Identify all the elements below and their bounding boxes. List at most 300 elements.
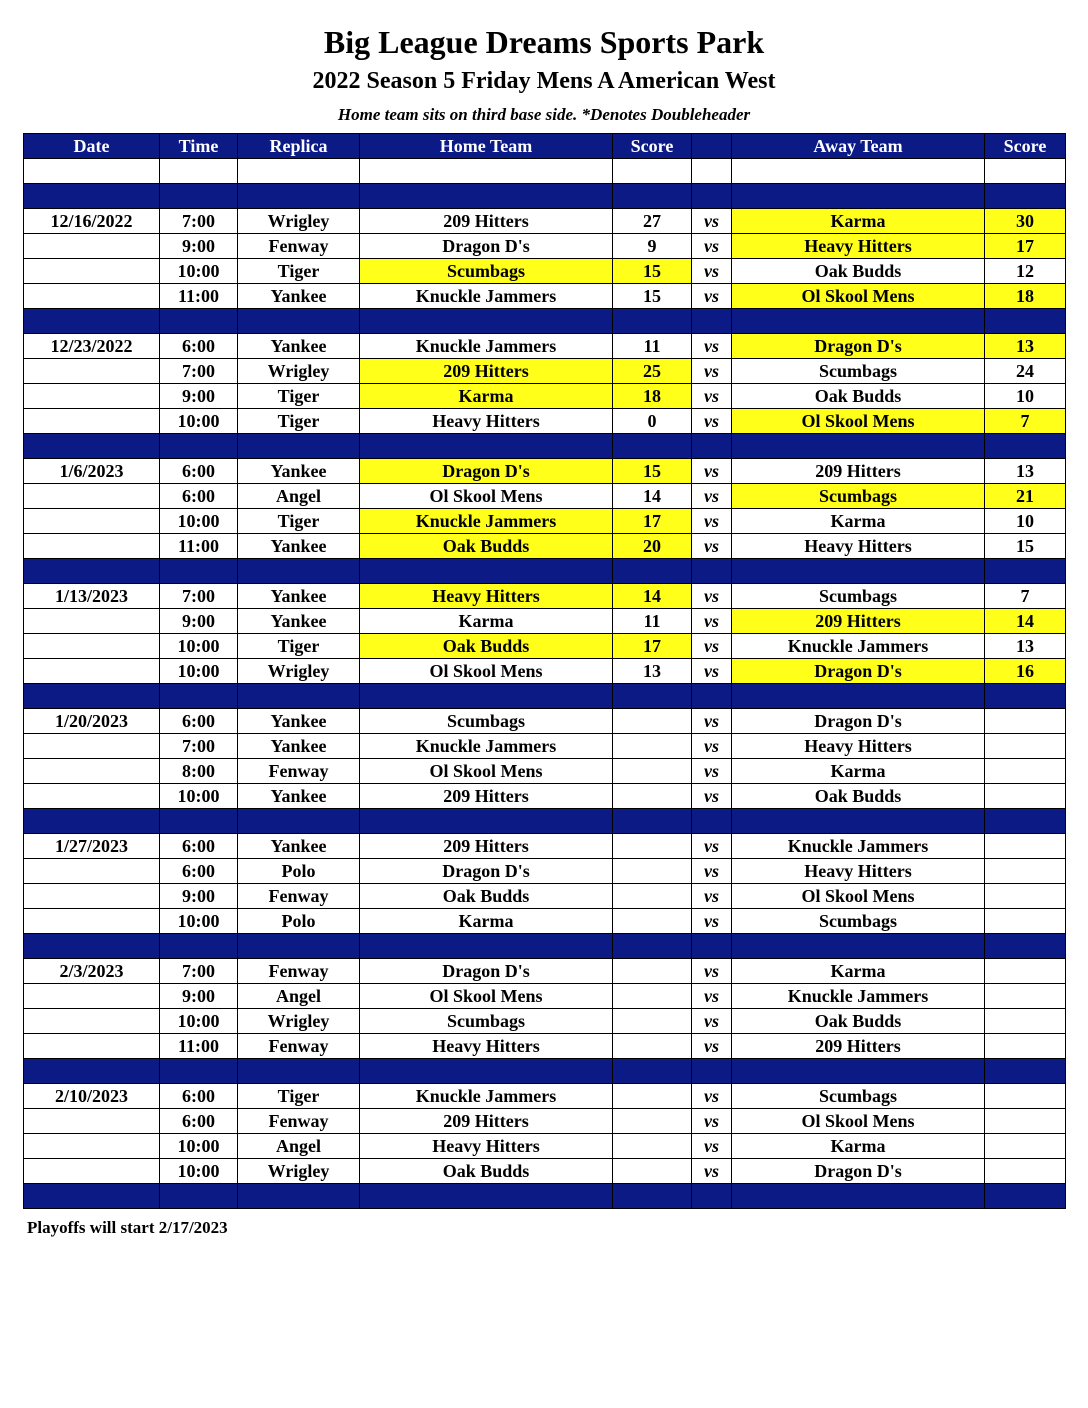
away-team: Knuckle Jammers — [732, 834, 985, 859]
game-replica: Tiger — [238, 1084, 360, 1109]
game-time: 7:00 — [160, 959, 238, 984]
vs-label: vs — [692, 884, 732, 909]
game-replica: Tiger — [238, 384, 360, 409]
game-replica: Polo — [238, 909, 360, 934]
game-date — [24, 884, 160, 909]
home-score — [613, 984, 692, 1009]
game-date: 12/23/2022 — [24, 334, 160, 359]
week-separator-row — [24, 1184, 1066, 1209]
game-date — [24, 759, 160, 784]
game-date — [24, 1134, 160, 1159]
away-score: 15 — [985, 534, 1066, 559]
home-score: 14 — [613, 584, 692, 609]
game-date — [24, 659, 160, 684]
away-score: 30 — [985, 209, 1066, 234]
game-time: 10:00 — [160, 1009, 238, 1034]
game-replica: Yankee — [238, 584, 360, 609]
away-team: Knuckle Jammers — [732, 984, 985, 1009]
column-header-vs — [692, 134, 732, 159]
vs-label: vs — [692, 1159, 732, 1184]
vs-label: vs — [692, 1034, 732, 1059]
vs-label: vs — [692, 984, 732, 1009]
home-score: 13 — [613, 659, 692, 684]
home-team: Oak Budds — [360, 1159, 613, 1184]
away-score — [985, 1034, 1066, 1059]
game-date — [24, 259, 160, 284]
home-team: 209 Hitters — [360, 784, 613, 809]
vs-label: vs — [692, 834, 732, 859]
schedule-note: Home team sits on third base side. *Denotes Doubleheader — [337, 105, 751, 124]
game-replica: Wrigley — [238, 1009, 360, 1034]
game-row — [24, 859, 1066, 884]
home-team: Knuckle Jammers — [360, 734, 613, 759]
game-replica: Yankee — [238, 734, 360, 759]
away-team: Dragon D's — [732, 1159, 985, 1184]
game-date — [24, 909, 160, 934]
vs-label: vs — [692, 284, 732, 309]
game-row — [24, 984, 1066, 1009]
home-score — [613, 1109, 692, 1134]
home-score — [613, 959, 692, 984]
game-date — [24, 634, 160, 659]
home-team: Knuckle Jammers — [360, 334, 613, 359]
game-row — [24, 634, 1066, 659]
vs-label: vs — [692, 909, 732, 934]
away-team: Karma — [732, 759, 985, 784]
game-row — [24, 584, 1066, 609]
column-header-time: Time — [160, 134, 238, 159]
game-time: 10:00 — [160, 909, 238, 934]
game-date — [24, 859, 160, 884]
game-date — [24, 234, 160, 259]
vs-label: vs — [692, 1109, 732, 1134]
home-team: Heavy Hitters — [360, 409, 613, 434]
away-team: Ol Skool Mens — [732, 1109, 985, 1134]
column-header-home-score: Score — [613, 134, 692, 159]
week-separator-row — [24, 1059, 1066, 1084]
away-team: Ol Skool Mens — [732, 884, 985, 909]
home-score — [613, 734, 692, 759]
game-date: 12/16/2022 — [24, 209, 160, 234]
away-score — [985, 1009, 1066, 1034]
schedule-table — [23, 133, 1066, 1209]
game-date: 2/10/2023 — [24, 1084, 160, 1109]
home-team: Karma — [360, 384, 613, 409]
game-replica: Yankee — [238, 834, 360, 859]
away-score — [985, 984, 1066, 1009]
game-time: 7:00 — [160, 209, 238, 234]
game-replica: Wrigley — [238, 659, 360, 684]
game-replica: Tiger — [238, 259, 360, 284]
away-team: Karma — [732, 209, 985, 234]
vs-label: vs — [692, 234, 732, 259]
game-row — [24, 509, 1066, 534]
vs-label: vs — [692, 259, 732, 284]
game-replica: Yankee — [238, 334, 360, 359]
home-score — [613, 1084, 692, 1109]
home-team: Ol Skool Mens — [360, 759, 613, 784]
week-separator-row — [24, 184, 1066, 209]
column-header-away-team: Away Team — [732, 134, 985, 159]
game-row — [24, 484, 1066, 509]
game-date — [24, 984, 160, 1009]
away-team: 209 Hitters — [732, 609, 985, 634]
vs-label: vs — [692, 509, 732, 534]
home-score: 15 — [613, 259, 692, 284]
vs-label: vs — [692, 1009, 732, 1034]
away-score: 24 — [985, 359, 1066, 384]
game-time: 10:00 — [160, 659, 238, 684]
home-score — [613, 759, 692, 784]
game-time: 9:00 — [160, 234, 238, 259]
vs-label: vs — [692, 1084, 732, 1109]
game-time: 10:00 — [160, 509, 238, 534]
game-row — [24, 709, 1066, 734]
game-replica: Tiger — [238, 509, 360, 534]
away-team: Dragon D's — [732, 334, 985, 359]
game-replica: Yankee — [238, 284, 360, 309]
game-replica: Fenway — [238, 884, 360, 909]
game-replica: Angel — [238, 1134, 360, 1159]
game-row — [24, 1084, 1066, 1109]
away-score: 7 — [985, 584, 1066, 609]
home-team: Ol Skool Mens — [360, 659, 613, 684]
away-score: 13 — [985, 459, 1066, 484]
game-date: 2/3/2023 — [24, 959, 160, 984]
game-row — [24, 459, 1066, 484]
game-time: 6:00 — [160, 484, 238, 509]
away-team: Ol Skool Mens — [732, 284, 985, 309]
game-row — [24, 659, 1066, 684]
away-team: 209 Hitters — [732, 1034, 985, 1059]
vs-label: vs — [692, 209, 732, 234]
game-row — [24, 259, 1066, 284]
away-score: 10 — [985, 384, 1066, 409]
home-team: Dragon D's — [360, 459, 613, 484]
home-score — [613, 859, 692, 884]
home-score: 20 — [613, 534, 692, 559]
game-time: 6:00 — [160, 1109, 238, 1134]
game-row — [24, 784, 1066, 809]
game-replica: Yankee — [238, 459, 360, 484]
home-score: 18 — [613, 384, 692, 409]
game-date — [24, 1109, 160, 1134]
game-date: 1/13/2023 — [24, 584, 160, 609]
home-team: Dragon D's — [360, 234, 613, 259]
home-team: Knuckle Jammers — [360, 509, 613, 534]
away-score: 10 — [985, 509, 1066, 534]
home-team: Karma — [360, 909, 613, 934]
game-replica: Fenway — [238, 1109, 360, 1134]
game-time: 10:00 — [160, 259, 238, 284]
vs-label: vs — [692, 484, 732, 509]
away-score — [985, 1084, 1066, 1109]
home-score: 15 — [613, 459, 692, 484]
home-score — [613, 909, 692, 934]
game-time: 10:00 — [160, 784, 238, 809]
game-time: 9:00 — [160, 984, 238, 1009]
game-time: 10:00 — [160, 634, 238, 659]
home-team: Oak Budds — [360, 634, 613, 659]
away-team: Oak Budds — [732, 384, 985, 409]
away-score — [985, 1159, 1066, 1184]
game-time: 7:00 — [160, 359, 238, 384]
away-score: 7 — [985, 409, 1066, 434]
game-replica: Wrigley — [238, 209, 360, 234]
column-header-home-team: Home Team — [360, 134, 613, 159]
game-date — [24, 1009, 160, 1034]
home-score — [613, 1134, 692, 1159]
game-replica: Fenway — [238, 1034, 360, 1059]
week-separator-row — [24, 434, 1066, 459]
game-date — [24, 1034, 160, 1059]
home-team: Scumbags — [360, 1009, 613, 1034]
home-score: 27 — [613, 209, 692, 234]
away-team: Ol Skool Mens — [732, 409, 985, 434]
away-score: 16 — [985, 659, 1066, 684]
home-score — [613, 884, 692, 909]
away-team: Oak Budds — [732, 1009, 985, 1034]
vs-label: vs — [692, 459, 732, 484]
home-team: 209 Hitters — [360, 359, 613, 384]
game-row — [24, 284, 1066, 309]
game-replica: Wrigley — [238, 1159, 360, 1184]
vs-label: vs — [692, 734, 732, 759]
away-team: Karma — [732, 959, 985, 984]
game-row — [24, 884, 1066, 909]
home-score: 25 — [613, 359, 692, 384]
game-date — [24, 359, 160, 384]
column-header-date: Date — [24, 134, 160, 159]
home-score: 17 — [613, 509, 692, 534]
game-time: 6:00 — [160, 1084, 238, 1109]
away-team: Dragon D's — [732, 709, 985, 734]
game-row — [24, 1034, 1066, 1059]
away-team: Knuckle Jammers — [732, 634, 985, 659]
home-score: 11 — [613, 609, 692, 634]
home-team: Oak Budds — [360, 884, 613, 909]
game-time: 10:00 — [160, 1159, 238, 1184]
away-score — [985, 909, 1066, 934]
week-separator-row — [24, 809, 1066, 834]
game-date — [24, 384, 160, 409]
home-team: Heavy Hitters — [360, 1034, 613, 1059]
game-time: 9:00 — [160, 384, 238, 409]
vs-label: vs — [692, 1134, 732, 1159]
away-score — [985, 959, 1066, 984]
away-team: Heavy Hitters — [732, 234, 985, 259]
home-team: Dragon D's — [360, 959, 613, 984]
game-replica: Tiger — [238, 634, 360, 659]
home-team: 209 Hitters — [360, 834, 613, 859]
home-team: Ol Skool Mens — [360, 984, 613, 1009]
game-date — [24, 509, 160, 534]
home-team: 209 Hitters — [360, 209, 613, 234]
away-score — [985, 834, 1066, 859]
home-team: Knuckle Jammers — [360, 284, 613, 309]
game-replica: Angel — [238, 984, 360, 1009]
away-score: 18 — [985, 284, 1066, 309]
game-row — [24, 1009, 1066, 1034]
away-score — [985, 884, 1066, 909]
game-replica: Yankee — [238, 709, 360, 734]
game-date — [24, 609, 160, 634]
game-replica: Angel — [238, 484, 360, 509]
game-row — [24, 1134, 1066, 1159]
away-score — [985, 859, 1066, 884]
game-row — [24, 834, 1066, 859]
game-row — [24, 959, 1066, 984]
home-score: 15 — [613, 284, 692, 309]
game-date — [24, 784, 160, 809]
game-date: 1/27/2023 — [24, 834, 160, 859]
vs-label: vs — [692, 959, 732, 984]
home-score: 14 — [613, 484, 692, 509]
game-time: 11:00 — [160, 284, 238, 309]
game-replica: Wrigley — [238, 359, 360, 384]
away-score: 13 — [985, 334, 1066, 359]
away-team: Karma — [732, 509, 985, 534]
week-separator-row — [24, 559, 1066, 584]
vs-label: vs — [692, 859, 732, 884]
game-time: 7:00 — [160, 584, 238, 609]
game-time: 10:00 — [160, 409, 238, 434]
game-time: 10:00 — [160, 1134, 238, 1159]
game-date — [24, 284, 160, 309]
home-score — [613, 709, 692, 734]
vs-label: vs — [692, 784, 732, 809]
away-team: Heavy Hitters — [732, 734, 985, 759]
home-team: 209 Hitters — [360, 1109, 613, 1134]
game-replica: Tiger — [238, 409, 360, 434]
home-score: 17 — [613, 634, 692, 659]
table-header-row — [24, 134, 1066, 159]
away-team: Scumbags — [732, 584, 985, 609]
game-date: 1/6/2023 — [24, 459, 160, 484]
game-time: 11:00 — [160, 534, 238, 559]
game-time: 6:00 — [160, 334, 238, 359]
game-row — [24, 234, 1066, 259]
home-score — [613, 1034, 692, 1059]
away-score — [985, 1134, 1066, 1159]
home-score: 9 — [613, 234, 692, 259]
game-replica: Fenway — [238, 234, 360, 259]
away-score — [985, 1109, 1066, 1134]
game-date — [24, 484, 160, 509]
game-row — [24, 384, 1066, 409]
home-team: Karma — [360, 609, 613, 634]
column-header-replica: Replica — [238, 134, 360, 159]
away-team: Scumbags — [732, 909, 985, 934]
game-replica: Fenway — [238, 959, 360, 984]
away-score — [985, 734, 1066, 759]
vs-label: vs — [692, 409, 732, 434]
game-row — [24, 734, 1066, 759]
page-title: Big League Dreams Sports Park — [323, 24, 765, 60]
game-replica: Yankee — [238, 784, 360, 809]
away-score: 21 — [985, 484, 1066, 509]
game-time: 11:00 — [160, 1034, 238, 1059]
vs-label: vs — [692, 634, 732, 659]
week-separator-row — [24, 684, 1066, 709]
playoffs-note: Playoffs will start 2/17/2023 — [27, 1218, 228, 1237]
game-time: 6:00 — [160, 834, 238, 859]
away-score — [985, 784, 1066, 809]
home-team: Scumbags — [360, 259, 613, 284]
away-team: Dragon D's — [732, 659, 985, 684]
game-date — [24, 1159, 160, 1184]
home-team: Scumbags — [360, 709, 613, 734]
away-score — [985, 759, 1066, 784]
game-row — [24, 1109, 1066, 1134]
away-team: Oak Budds — [732, 784, 985, 809]
week-separator-row — [24, 309, 1066, 334]
vs-label: vs — [692, 709, 732, 734]
game-replica: Fenway — [238, 759, 360, 784]
vs-label: vs — [692, 359, 732, 384]
home-team: Dragon D's — [360, 859, 613, 884]
away-team: Oak Budds — [732, 259, 985, 284]
home-score: 0 — [613, 409, 692, 434]
home-team: Knuckle Jammers — [360, 1084, 613, 1109]
vs-label: vs — [692, 584, 732, 609]
away-score: 13 — [985, 634, 1066, 659]
game-date — [24, 409, 160, 434]
vs-label: vs — [692, 759, 732, 784]
away-team: Scumbags — [732, 1084, 985, 1109]
week-separator-row — [24, 934, 1066, 959]
game-row — [24, 334, 1066, 359]
game-row — [24, 909, 1066, 934]
game-row — [24, 1159, 1066, 1184]
game-row — [24, 534, 1066, 559]
game-row — [24, 759, 1066, 784]
game-date — [24, 734, 160, 759]
away-team: Scumbags — [732, 484, 985, 509]
home-score — [613, 1009, 692, 1034]
vs-label: vs — [692, 609, 732, 634]
schedule-body — [24, 159, 1066, 1209]
game-row — [24, 609, 1066, 634]
vs-label: vs — [692, 659, 732, 684]
game-time: 6:00 — [160, 859, 238, 884]
away-score — [985, 709, 1066, 734]
away-team: 209 Hitters — [732, 459, 985, 484]
game-time: 9:00 — [160, 609, 238, 634]
game-row — [24, 209, 1066, 234]
away-team: Heavy Hitters — [732, 534, 985, 559]
game-time: 9:00 — [160, 884, 238, 909]
vs-label: vs — [692, 384, 732, 409]
game-replica: Polo — [238, 859, 360, 884]
away-score: 14 — [985, 609, 1066, 634]
away-team: Karma — [732, 1134, 985, 1159]
game-date — [24, 534, 160, 559]
vs-label: vs — [692, 534, 732, 559]
away-team: Scumbags — [732, 359, 985, 384]
home-score: 11 — [613, 334, 692, 359]
game-row — [24, 409, 1066, 434]
game-replica: Yankee — [238, 609, 360, 634]
game-replica: Yankee — [238, 534, 360, 559]
away-score: 12 — [985, 259, 1066, 284]
game-time: 6:00 — [160, 459, 238, 484]
home-team: Oak Budds — [360, 534, 613, 559]
blank-row — [24, 159, 1066, 184]
home-team: Heavy Hitters — [360, 1134, 613, 1159]
game-time: 7:00 — [160, 734, 238, 759]
game-row — [24, 359, 1066, 384]
